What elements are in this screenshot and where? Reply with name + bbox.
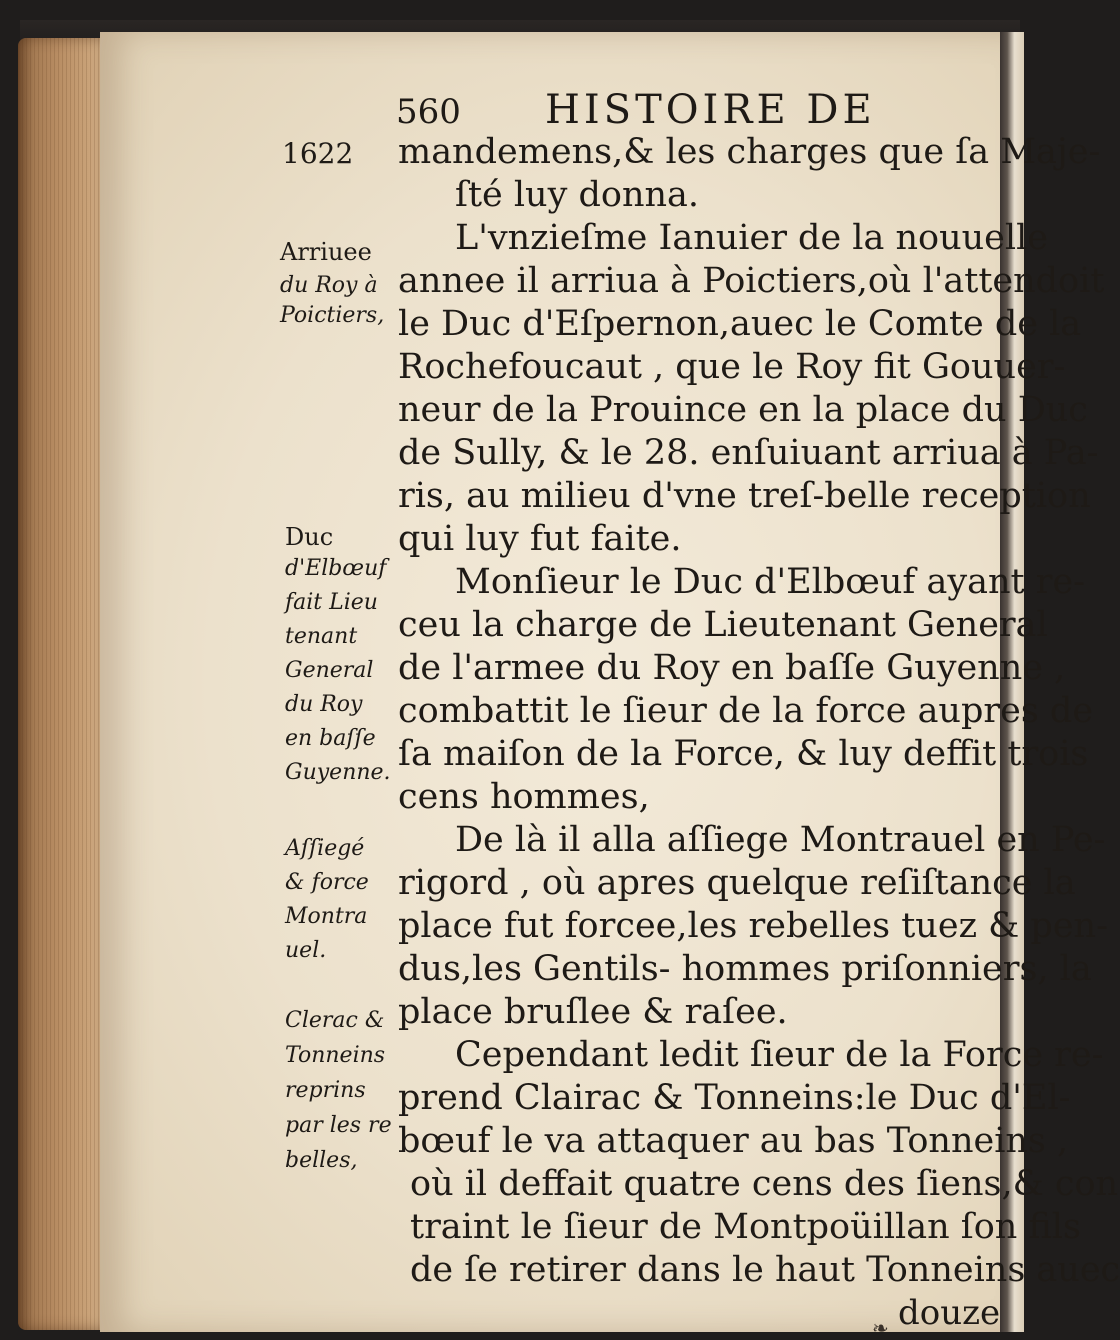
margin-note-line: Poictiers, bbox=[280, 303, 385, 328]
body-line: place fut forcee,les rebelles tuez & pen- bbox=[398, 906, 1108, 946]
margin-note-line: Arriuee bbox=[280, 238, 372, 266]
margin-note-line: Duc bbox=[285, 523, 334, 551]
body-line: de l'armee du Roy en baſſe Guyenne , bbox=[398, 648, 1066, 688]
body-line: combattit le ſieur de la force aupres de bbox=[398, 691, 1094, 731]
body-line: neur de la Prouince en la place du Duc bbox=[398, 390, 1088, 430]
body-line: rigord , où apres quelque reſiſtance la bbox=[398, 863, 1076, 903]
body-line: mandemens,& les charges que ſa Maje- bbox=[398, 132, 1101, 172]
margin-note-line: par les re bbox=[285, 1113, 392, 1138]
margin-note-line: Guyenne. bbox=[285, 760, 391, 785]
margin-note-line: Clerac & bbox=[285, 1008, 385, 1033]
margin-note-line: General bbox=[285, 658, 374, 683]
margin-note-line: belles, bbox=[285, 1148, 358, 1173]
body-line: ceu la charge de Lieutenant General bbox=[398, 605, 1048, 645]
body-line: cens hommes, bbox=[398, 777, 650, 817]
margin-note-line: en baſſe bbox=[285, 726, 376, 751]
margin-note-line: du Roy bbox=[285, 692, 363, 717]
body-line: place bruſlee & raſee. bbox=[398, 992, 788, 1032]
margin-note-line: Aſſiegé bbox=[285, 836, 365, 861]
margin-note-line: fait Lieu bbox=[285, 590, 378, 615]
body-line: bœuf le va attaquer au bas Tonneins , bbox=[398, 1121, 1069, 1161]
margin-note-line: Tonneins bbox=[285, 1043, 386, 1068]
body-line: prend Clairac & Tonneins:le Duc d'El- bbox=[398, 1078, 1071, 1118]
body-line: Rochefoucaut , que le Roy fit Gouuer- bbox=[398, 347, 1066, 387]
page-block-edge bbox=[18, 38, 106, 1330]
body-line: annee il arriua à Poictiers,où l'attendoit bbox=[398, 261, 1105, 301]
margin-note-line: uel. bbox=[285, 938, 327, 963]
ornament-icon: ❧ bbox=[872, 1316, 889, 1340]
body-line: de Sully, & le 28. enſuiuant arriua à Pa- bbox=[398, 433, 1099, 473]
margin-note-line: reprins bbox=[285, 1078, 366, 1103]
body-line: De là il alla aſſiege Montrauel en Pe- bbox=[455, 820, 1106, 860]
body-line: le Duc d'Eſpernon,auec le Comte de la bbox=[398, 304, 1082, 344]
running-title: HISTOIRE DE bbox=[545, 87, 876, 133]
body-line: Cependant ledit ſieur de la Force re- bbox=[455, 1035, 1104, 1075]
margin-note-line: du Roy à bbox=[280, 273, 378, 298]
body-line: de ſe retirer dans le haut Tonneins auec bbox=[410, 1250, 1120, 1290]
body-line: traint le ſieur de Montpoüillan ſon fils bbox=[410, 1207, 1081, 1247]
margin-note-line: d'Elbœuf bbox=[285, 556, 387, 581]
page-number: 560 bbox=[396, 92, 461, 132]
body-line: ris, au milieu d'vne treſ-belle reception bbox=[398, 476, 1091, 516]
body-line: qui luy fut faite. bbox=[398, 519, 682, 559]
body-line: Monſieur le Duc d'Elbœuf ayant re- bbox=[455, 562, 1085, 602]
body-line: où il deffait quatre cens des ſiens,& con bbox=[410, 1164, 1119, 1204]
margin-note-line: tenant bbox=[285, 624, 358, 649]
margin-note-line: & force bbox=[285, 870, 369, 895]
body-line: dus,les Gentils- hommes priſonniers, la bbox=[398, 949, 1092, 989]
body-line: ſté luy donna. bbox=[455, 175, 700, 215]
margin-note-line: Montra bbox=[285, 904, 368, 929]
year-note: 1622 bbox=[282, 137, 354, 170]
catchword: douze bbox=[898, 1293, 1001, 1333]
body-line: L'vnzieſme Ianuier de la nouuelle bbox=[455, 218, 1048, 258]
body-line: ſa maiſon de la Force, & luy deffit trois bbox=[398, 734, 1089, 774]
